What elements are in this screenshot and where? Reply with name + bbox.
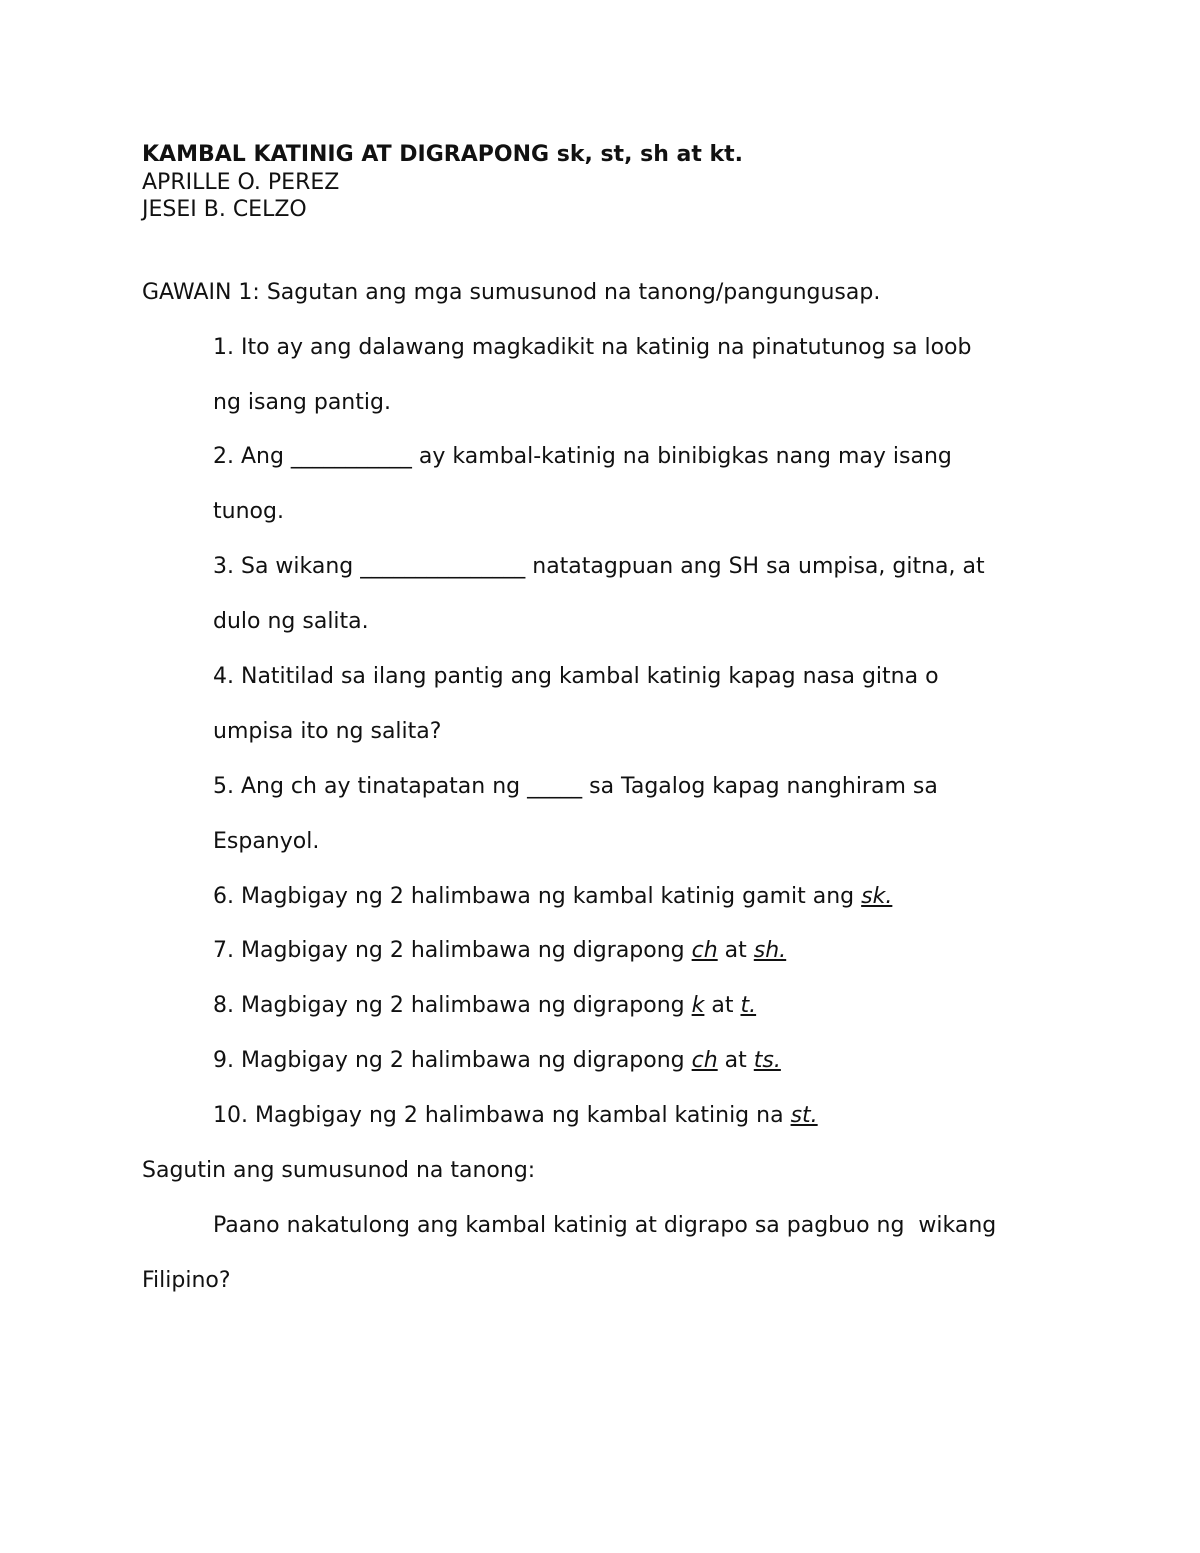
question-8-text: 8. Magbigay ng 2 halimbawa ng digrapong [213,993,692,1018]
underlined-term: st. [790,1103,818,1128]
question-3-line-2: dulo ng salita. [213,609,369,634]
connector-text: at [717,1048,754,1073]
question-7 [213,938,786,963]
underlined-term: ch [691,938,718,963]
question-6-text: 6. Magbigay ng 2 halimbawa ng kambal katinig gamit ang [213,884,862,909]
underlined-term: sh. [753,938,787,963]
question-9-text: 9. Magbigay ng 2 halimbawa ng digrapong [213,1048,692,1073]
underlined-term: ch [691,1048,718,1073]
document-title: KAMBAL KATINIG AT DIGRAPONG sk, st, sh at kt. [142,142,744,167]
question-2-line-1: 2. Ang ___________ ay kambal-katinig na binibigkas nang may isang [213,444,952,469]
question-3-line-1: 3. Sa wikang _______________ natatagpuan ang SH sa umpisa, gitna, at [213,554,985,579]
question-4-line-2: umpisa ito ng salita? [213,719,442,744]
question-7-text: 7. Magbigay ng 2 halimbawa ng digrapong [213,938,692,963]
question-6 [213,884,892,909]
question-2-line-2: tunog. [213,499,284,524]
author-name: JESEI B. CELZO [142,197,307,222]
question-4-line-1: 4. Natitilad sa ilang pantig ang kambal katinig kapag nasa gitna o [213,664,939,689]
connector-text: at [704,993,741,1018]
author-name: APRILLE O. PEREZ [142,170,340,195]
question-9 [213,1048,781,1073]
underlined-term: sk. [861,884,893,909]
question-5-line-2: Espanyol. [213,829,320,854]
closing-question-line-1: Paano nakatulong ang kambal katinig at digrapo sa pagbuo ng wikang [213,1213,997,1238]
closing-question-line-2: Filipino? [142,1268,231,1293]
connector-text: at [717,938,754,963]
closing-prompt: Sagutin ang sumusunod na tanong: [142,1158,536,1183]
activity-instruction: GAWAIN 1: Sagutan ang mga sumusunod na tanong/pangungusap. [142,280,881,305]
question-8 [213,993,756,1018]
question-10-text: 10. Magbigay ng 2 halimbawa ng kambal katinig na [213,1103,791,1128]
question-1-line-2: ng isang pantig. [213,390,391,415]
underlined-term: ts. [753,1048,781,1073]
underlined-term: t. [740,993,757,1018]
underlined-term: k [691,993,705,1018]
question-5-line-1: 5. Ang ch ay tinatapatan ng _____ sa Tagalog kapag nanghiram sa [213,774,938,799]
question-10 [213,1103,818,1128]
question-1-line-1: 1. Ito ay ang dalawang magkadikit na katinig na pinatutunog sa loob [213,335,972,360]
